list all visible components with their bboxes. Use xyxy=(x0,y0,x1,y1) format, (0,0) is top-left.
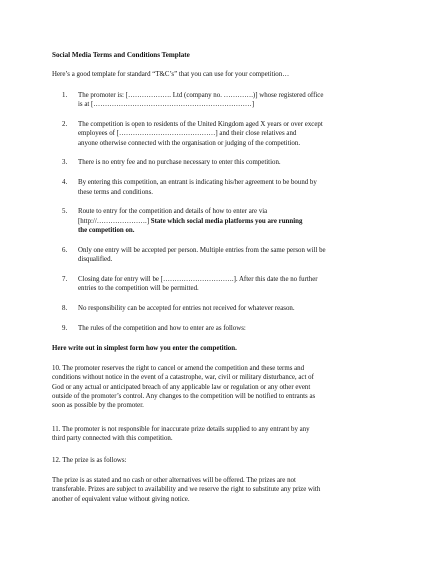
list-item-line: The competition is open to residents of the United Kingdom aged X years or over except xyxy=(78,121,323,129)
list-item-line: employees of [……………………………………] and their close relatives and xyxy=(78,130,297,138)
paragraph-line: 12. The prize is as follows: xyxy=(52,457,127,464)
list-item xyxy=(52,91,392,110)
paragraph-line: conditions without notice in the event of a catastrophe, war, civil or military disturbance, act of xyxy=(52,374,314,382)
list-item xyxy=(52,246,392,265)
list-item-line: disqualified. xyxy=(78,256,113,264)
list-item xyxy=(52,304,392,313)
paragraph-line: soon as possible by the promoter. xyxy=(52,402,144,410)
list-item-number: 4. xyxy=(62,179,68,187)
paragraph-line: third party connected with this competition. xyxy=(52,435,173,443)
list-item-number: 5. xyxy=(62,208,68,216)
list-item-number: 6. xyxy=(62,246,68,254)
list-item-line: these terms and conditions. xyxy=(78,188,154,196)
terms-list xyxy=(52,91,392,344)
list-item-line: By entering this competition, an entrant is indicating his/her agreement to be bound by xyxy=(78,179,317,187)
list-item-bold-line: the competition on. xyxy=(78,226,135,234)
paragraph-line: 11. The promoter is not responsible for inaccurate prize details supplied to any entrant by any xyxy=(52,426,310,433)
page-title: Social Media Terms and Conditions Template xyxy=(52,51,190,59)
paragraph-line: transferable. Prizes are subject to availability and we reserve the right to substitute any prize with xyxy=(52,486,321,494)
paragraph-line: 10. The promoter reserves the right to cancel or amend the competition and these terms and xyxy=(52,365,305,372)
clause-12-prize-details xyxy=(52,476,389,504)
list-item-line: Only one entry will be accepted per person. Multiple entries from the same person will be xyxy=(78,246,326,254)
list-item xyxy=(52,207,392,235)
list-item-line: The promoter is: [………………. Ltd (company no. ………….)] whose registered office xyxy=(78,92,324,99)
list-item-line: No responsibility can be accepted for entries not received for whatever reason. xyxy=(78,304,295,312)
paragraph-line: The prize is as stated and no cash or other alternatives will be offered. The prizes are not xyxy=(52,477,296,484)
list-item-line: Closing date for entry will be [………………………….]. After this date the no further xyxy=(78,275,318,283)
list-item-number: 7. xyxy=(62,275,68,283)
list-item-line: [http://………………….] State which social media platforms you are running xyxy=(78,217,303,225)
clause-10 xyxy=(52,364,389,410)
list-item-number: 1. xyxy=(62,92,68,99)
list-item-line: entries to the competition will be permitted. xyxy=(78,285,199,293)
list-item xyxy=(52,178,392,197)
list-item-number: 2. xyxy=(62,121,68,129)
list-item-line: Route to entry for the competition and details of how to enter are via xyxy=(78,208,268,216)
entry-instructions-heading: Here write out in simplest form how you enter the competition. xyxy=(52,345,237,352)
list-item-line: The rules of the competition and how to enter are as follows: xyxy=(78,324,246,332)
paragraph-line: another of equivalent value without giving notice. xyxy=(52,495,190,503)
list-item xyxy=(52,158,392,167)
list-item xyxy=(52,120,392,148)
list-item-number: 3. xyxy=(62,159,68,167)
list-item-line: There is no entry fee and no purchase necessary to enter this competition. xyxy=(78,159,281,167)
list-item xyxy=(52,324,392,333)
clause-12 xyxy=(52,456,389,465)
list-item xyxy=(52,275,392,294)
paragraph-line: God or any actual or anticipated breach of any applicable law or regulation or any other event xyxy=(52,383,311,391)
paragraph-line: outside of the promoter’s control. Any changes to the competition will be notified to entrants as xyxy=(52,392,316,400)
list-item-line: is at [……………………………………………………………] xyxy=(78,101,255,109)
list-item-line: anyone otherwise connected with the organisation or judging of the competition. xyxy=(78,139,301,147)
intro-text: Here’s a good template for standard “T&C’s” that you can use for your competition… xyxy=(52,71,290,78)
clause-11 xyxy=(52,425,389,444)
list-item-number: 9. xyxy=(62,324,68,332)
list-item-number: 8. xyxy=(62,304,68,312)
list-item-bold-note: State which social media platforms you are running xyxy=(149,217,303,225)
